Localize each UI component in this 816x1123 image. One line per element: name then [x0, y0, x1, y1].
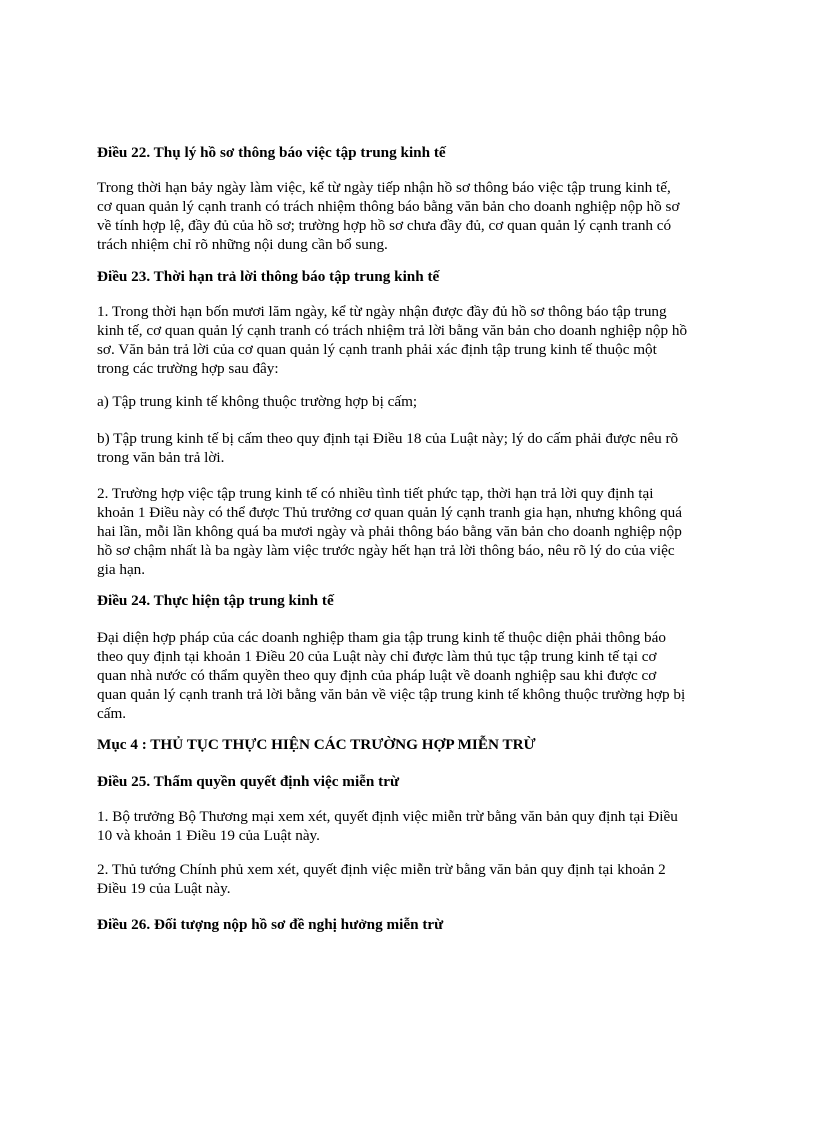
text-line: cấm. — [97, 705, 127, 722]
dieu-25-paragraph-2 — [97, 860, 666, 898]
text-line: trong văn bản trả lời. — [97, 449, 225, 466]
text-line: 1. Trong thời hạn bốn mươi lăm ngày, kể từ ngày nhận được đầy đủ hồ sơ thông báo tập trung — [97, 303, 667, 320]
text-line: 2. Trường hợp việc tập trung kinh tế có nhiều tình tiết phức tạp, thời hạn trả lời quy định tại — [97, 485, 654, 502]
text-line: kinh tế, cơ quan quản lý cạnh tranh có trách nhiệm trả lời bằng văn bản cho doanh nghiệp nộp hồ — [97, 322, 688, 339]
text-line: Đại diện hợp pháp của các doanh nghiệp tham gia tập trung kinh tế thuộc diện phải thông báo — [97, 629, 666, 646]
dieu-25-paragraph-1 — [97, 807, 678, 845]
text-line: 10 và khoản 1 Điều 19 của Luật này. — [97, 827, 320, 844]
text-line: 1. Bộ trưởng Bộ Thương mại xem xét, quyết định việc miễn trừ bằng văn bản quy định tại Điều — [97, 808, 678, 825]
text-line: b) Tập trung kinh tế bị cấm theo quy định tại Điều 18 của Luật này; lý do cấm phải được nêu rõ — [97, 430, 679, 447]
text-line: hai lần, mỗi lần không quá ba mươi ngày và phải thông báo bằng văn bản cho doanh nghiệp nộp — [97, 523, 682, 540]
text-line: quan quản lý cạnh tranh trả lời bằng văn bản về việc tập trung kinh tế không thuộc trường hợp bị — [97, 686, 686, 703]
dieu-22-paragraph — [97, 178, 680, 254]
text-line: hồ sơ chậm nhất là ba ngày làm việc trước ngày hết hạn trả lời thông báo, nêu rõ lý do của việc — [97, 542, 675, 559]
dieu-26-heading: Điều 26. Đối tượng nộp hồ sơ đề nghị hưởng miễn trừ — [97, 916, 444, 933]
text-line: khoản 1 Điều này có thể được Thủ trưởng cơ quan quản lý cạnh tranh gia hạn, nhưng không quá — [97, 504, 682, 521]
dieu-24-paragraph — [97, 628, 685, 723]
text-line: sơ. Văn bản trả lời của cơ quan quản lý cạnh tranh phải xác định tập trung kinh tế thuộc một — [97, 341, 657, 358]
text-line: Điều 19 của Luật này. — [97, 880, 231, 897]
dieu-22-heading: Điều 22. Thụ lý hồ sơ thông báo việc tập trung kinh tế — [97, 144, 446, 161]
text-line: a) Tập trung kinh tế không thuộc trường hợp bị cấm; — [97, 393, 418, 410]
dieu-24-heading: Điều 24. Thực hiện tập trung kinh tế — [97, 592, 334, 609]
text-line: gia hạn. — [97, 561, 146, 578]
dieu-23-paragraph-2 — [97, 484, 682, 579]
dieu-23-heading: Điều 23. Thời hạn trả lời thông báo tập trung kinh tế — [97, 268, 440, 285]
dieu-23-paragraph-1 — [97, 302, 687, 378]
dieu-23-item-a — [97, 392, 417, 411]
text-line: 2. Thủ tướng Chính phủ xem xét, quyết định việc miễn trừ bằng văn bản quy định tại khoản 2 — [97, 861, 666, 878]
text-line: trách nhiệm chỉ rõ những nội dung cần bổ sung. — [97, 236, 388, 253]
dieu-25-heading: Điều 25. Thẩm quyền quyết định việc miễn trừ — [97, 773, 400, 790]
text-line: theo quy định tại khoản 1 Điều 20 của Luật này chỉ được làm thủ tục tập trung kinh tế tại cơ — [97, 648, 657, 665]
text-line: Trong thời hạn bảy ngày làm việc, kể từ ngày tiếp nhận hồ sơ thông báo việc tập trung kinh tế, — [97, 179, 671, 196]
text-line: cơ quan quản lý cạnh tranh có trách nhiệm thông báo bằng văn bản cho doanh nghiệp nộp hồ sơ — [97, 198, 680, 215]
text-line: trong các trường hợp sau đây: — [97, 360, 279, 377]
muc-4-heading: Mục 4 : THỦ TỤC THỰC HIỆN CÁC TRƯỜNG HỢP MIỄN TRỪ — [97, 736, 536, 753]
text-line: quan nhà nước có thẩm quyền theo quy định của pháp luật về doanh nghiệp sau khi được cơ — [97, 667, 657, 684]
text-line: về tính hợp lệ, đầy đủ của hồ sơ; trường hợp hồ sơ chưa đầy đủ, cơ quan quản lý cạnh tranh có — [97, 217, 672, 234]
dieu-23-item-b — [97, 429, 678, 467]
